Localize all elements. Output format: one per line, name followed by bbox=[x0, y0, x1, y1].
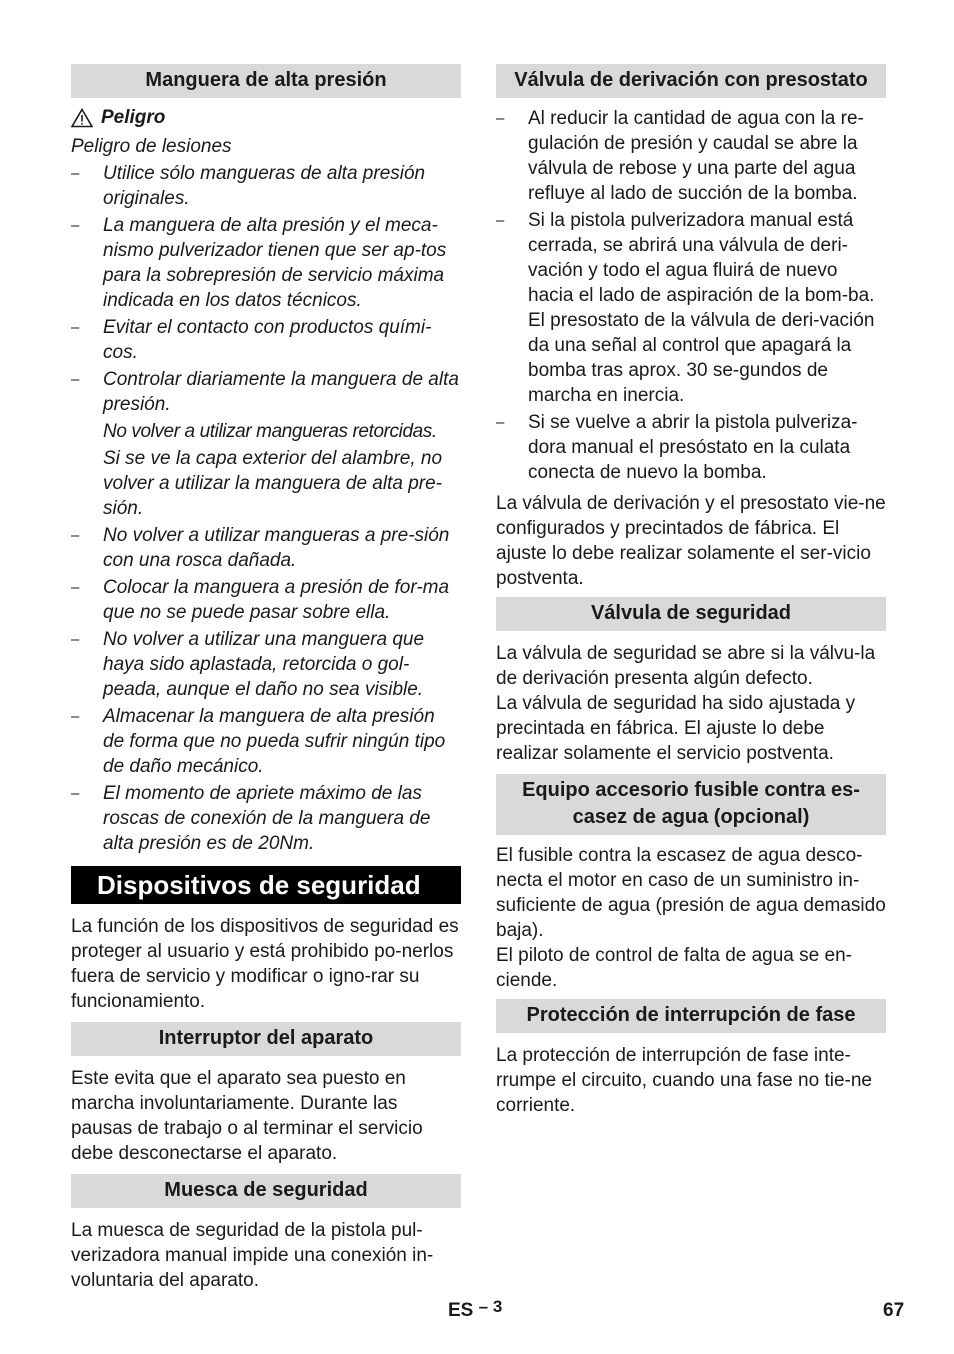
safety-devices-heading: Dispositivos de seguridad bbox=[71, 866, 461, 904]
list-item: – No volver a utilizar una manguera que haya sido aplastada, retorcida o gol-peada, aunque el daño no sea visible. bbox=[71, 629, 425, 700]
list-item: – Evitar el contacto con productos quími-cos. bbox=[71, 317, 432, 363]
list-item: – El momento de apriete máximo de las roscas de conexión de la manguera de alta presión es de 20Nm. bbox=[71, 783, 431, 854]
list-item: – Colocar la manguera a presión de for-ma que no se puede pasar sobre ella. bbox=[71, 577, 450, 623]
list-subtext: Si se ve la capa exterior del alambre, no volver a utilizar la manguera de alta pre-sión. bbox=[103, 448, 443, 519]
list-item: – Al reducir la cantidad de agua con la re-gulación de presión y caudal se abre la válvula de rebose y una parte del agua refluye al lado de succión de la bomba. bbox=[496, 108, 864, 204]
danger-label: Peligro bbox=[101, 107, 166, 128]
safety-text: La función de los dispositivos de seguridad es proteger al usuario y está prohibido po-nerlos fuera de servicio y modificar o igno-rar su funcionamiento. bbox=[71, 916, 459, 1012]
list-item: – Almacenar la manguera de alta presión de forma que no pueda sufrir ningún tipo de daño mecánico. bbox=[71, 706, 446, 777]
water-fuse-text-2: El piloto de control de falta de agua se en-ciende. bbox=[496, 945, 852, 991]
notch-heading: Muesca de seguridad bbox=[71, 1174, 461, 1208]
water-fuse-text-1: El fusible contra la escasez de agua desco-necta el motor en caso de un suministro in-suficiente de agua (presión de agua demasido baja). bbox=[496, 845, 886, 941]
danger-warning bbox=[71, 105, 461, 130]
phase-protection-heading: Protección de interrupción de fase bbox=[496, 999, 886, 1033]
bypass-heading: Válvula de derivación con presostato bbox=[496, 64, 886, 98]
water-fuse-heading: Equipo accesorio fusible contra es-casez de agua (opcional) bbox=[496, 774, 886, 835]
safety-valve-heading: Válvula de seguridad bbox=[496, 597, 886, 631]
list-item: – Si la pistola pulverizadora manual está cerrada, se abrirá una válvula de deri-vación y todo el agua fluirá de nuevo hacia el lado de aspiración de la bom-ba. El presostato de la válvula de deri-vación da una señal al control que apagará la bomba tras aprox. 30 se-gundos de marcha en inercia. bbox=[496, 210, 875, 406]
safety-valve-text-2: La válvula de seguridad ha sido ajustada y precintada en fábrica. El ajuste lo debe realizar solamente el servicio postventa. bbox=[496, 693, 856, 764]
warning-triangle-icon bbox=[71, 108, 93, 128]
left-column bbox=[71, 64, 461, 1293]
danger-text: Peligro de lesiones bbox=[71, 136, 232, 157]
list-item: – Controlar diariamente la manguera de alta presión. bbox=[71, 369, 459, 415]
list-item: – Si se vuelve a abrir la pistola pulveriza-dora manual el presóstato en la culata conecta de nuevo la bomba. bbox=[496, 412, 858, 483]
list-item: – La manguera de alta presión y el meca-nismo pulverizador tienen que ser ap-tos para la sobrepresión de servicio máxima indicada en los datos técnicos. bbox=[71, 215, 447, 311]
hose-heading: Manguera de alta presión bbox=[71, 64, 461, 98]
switch-text: Este evita que el aparato sea puesto en marcha involuntariamente. Durante las pausas de trabajo o al terminar el servicio debe desconectarse el aparato. bbox=[71, 1068, 423, 1164]
notch-text: La muesca de seguridad de la pistola pul-verizadora manual impide una conexión in-voluntaria del aparato. bbox=[71, 1220, 434, 1291]
list-subtext: No volver a utilizar mangueras retorcidas. bbox=[103, 421, 437, 442]
page-number: 67 bbox=[883, 1300, 905, 1321]
switch-heading: Interruptor del aparato bbox=[71, 1022, 461, 1056]
footer-language: ES – 3 bbox=[448, 1297, 503, 1321]
list-item: – No volver a utilizar mangueras a pre-sión con una rosca dañada. bbox=[71, 525, 450, 571]
right-column bbox=[496, 64, 886, 1118]
safety-valve-text-1: La válvula de seguridad se abre si la válvu-la de derivación presenta algún defecto. bbox=[496, 643, 876, 689]
phase-protection-text: La protección de interrupción de fase inte-rrumpe el circuito, cuando una fase no tie-ne corriente. bbox=[496, 1045, 872, 1116]
list-item: – Utilice sólo mangueras de alta presión originales. bbox=[71, 163, 426, 209]
footer-section: – 3 bbox=[478, 1297, 503, 1316]
bypass-text: La válvula de derivación y el presostato vie-ne configurados y precintados de fábrica. El ajuste lo debe realizar solamente el ser-vicio postventa. bbox=[496, 493, 886, 589]
